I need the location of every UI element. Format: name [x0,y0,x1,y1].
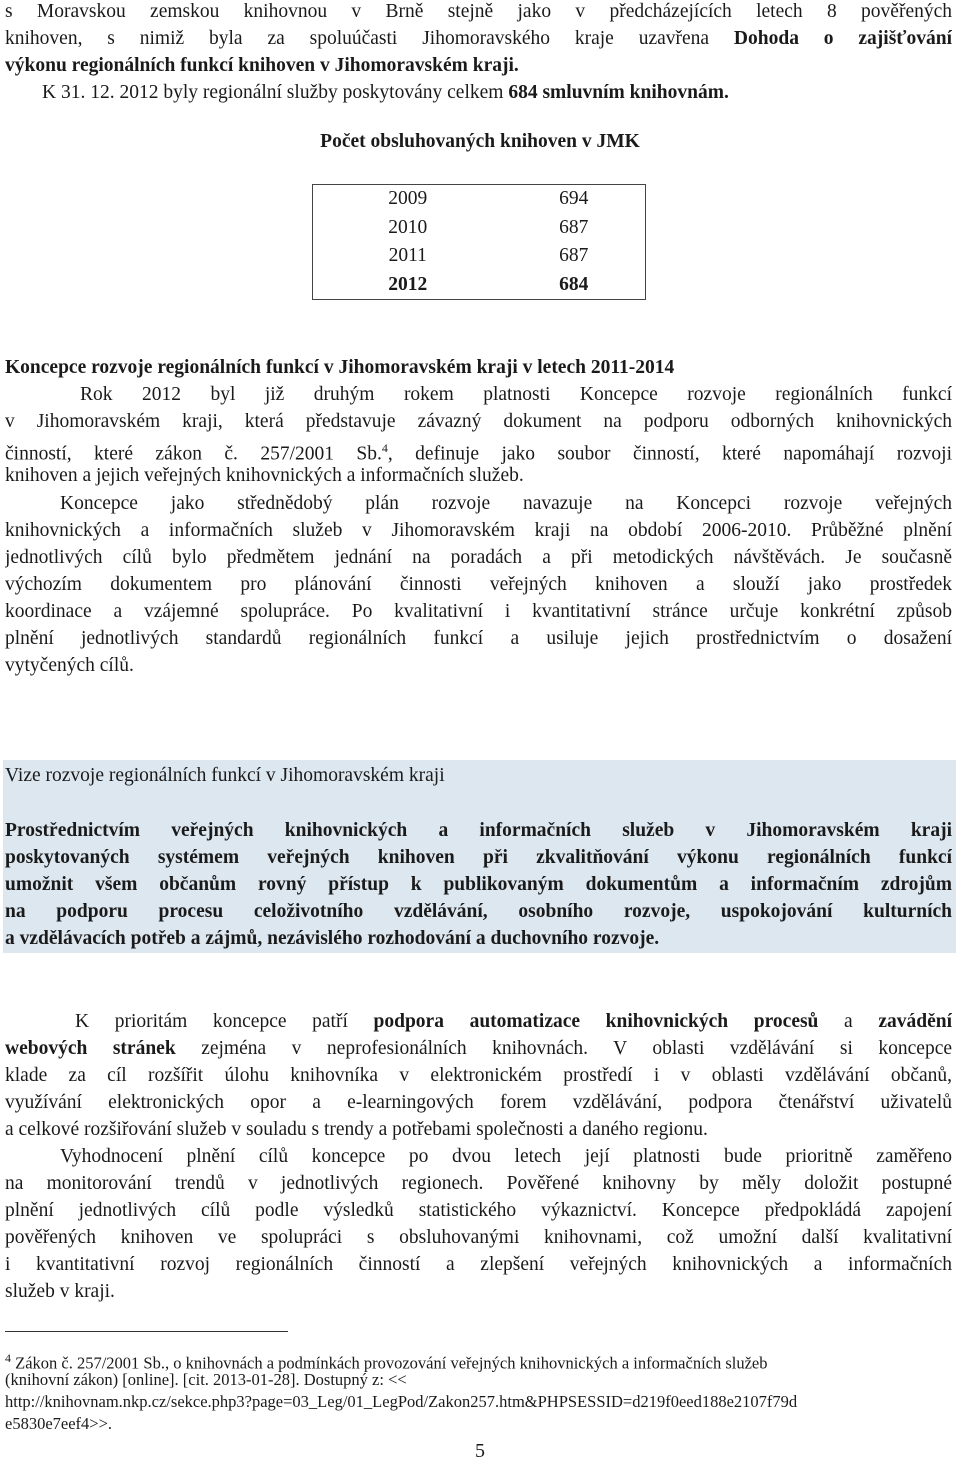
paragraph-text: , definuje jako soubor činností, které napomáhají rozvoji [387,443,952,465]
paragraph-line: knihovnických a informačních služeb v Jihomoravském kraji na období 2006-2010. Průběžné plnění [5,520,952,541]
paragraph-line [75,1008,952,1035]
paragraph-bold: podpora automatizace knihovnických procesů [373,1011,819,1032]
year-cell: 2009 [388,188,428,210]
vision-line: na podporu procesu celoživotního vzdělávání, osobního rozvoje, uspokojování kulturních [5,901,952,922]
footnote-link[interactable]: http://knihovnam.nkp.cz/sekce.php3?page=03_Leg/01_LegPod/Zakon257.htm&PHPSESSID=d219f0eed188e2107f79d [5,1392,798,1411]
table-row [313,242,646,270]
footnote-rule [5,1331,288,1332]
count-cell: 684 [559,273,589,295]
intro-line [5,25,952,52]
paragraph-line: plnění jednotlivých standardů regionálních funkcí a usiluje jejich prostřednictvím o dosažení [5,628,952,649]
year-cell: 2012 [388,273,428,295]
paragraph-line: a celkové rozšiřování služeb v souladu s trendy a potřebami společnosti a daného regionu. [5,1119,708,1140]
paragraph-line: na monitorování trendů v jednotlivých regionech. Pověřené knihovny by měly doložit postupné [5,1173,952,1194]
vision-line: umožnit všem občanům rovný přístup k publikovaným dokumentům a informačním zdrojům [5,874,952,895]
intro-line [42,79,960,106]
page-number: 5 [475,1440,485,1462]
vision-heading: Vize rozvoje regionálních funkcí v Jihomoravském kraji [5,765,445,786]
count-cell: 687 [559,245,589,267]
table-row [313,270,646,299]
footnote-number: 4 [5,1351,11,1365]
paragraph-line: klade za cíl rozšířit úlohu knihovníka v elektronickém prostředí i v oblasti vzdělávání občanů, [5,1065,952,1086]
paragraph-line: Koncepce jako střednědobý plán rozvoje navazuje na Koncepci rozvoje veřejných [60,493,952,514]
year-cell: 2011 [388,245,427,267]
paragraph-line: koordinace a vzájemné spolupráce. Po kvalitativní i kvantitativní stránce určuje konkrétní způsob [5,601,952,622]
paragraph-line: vytyčených cílů. [5,655,134,676]
table-row [313,185,646,214]
section-heading: Koncepce rozvoje regionálních funkcí v Jihomoravském kraji v letech 2011-2014 [5,357,675,378]
paragraph-line: i kvantitativní rozvoj regionálních činností a zlepšení veřejných knihovnických a informačních [5,1254,952,1275]
paragraph-text: činností, které zákon č. 257/2001 Sb. [5,443,382,465]
intro-bold: 684 smluvním knihovnám. [508,82,729,103]
year-cell: 2010 [388,216,428,238]
paragraph-text: K prioritám koncepce patří [75,1011,374,1032]
paragraph-text: a [818,1011,879,1032]
table-title: Počet obsluhovaných knihoven v JMK [320,131,640,152]
intro-line: výkonu regionálních funkcí knihoven v Jihomoravském kraji. [5,55,519,76]
paragraph-line: Vyhodnocení plnění cílů koncepce po dvou letech její platnosti bude prioritně zaměřeno [60,1146,952,1167]
paragraph-line: plnění jednotlivých cílů podle výsledků statistického výkaznictví. Koncepce předpokládá zapojení [5,1200,952,1221]
footnote-line: (knihovní zákon) [online]. [cit. 2013-01-28]. Dostupný z: << [5,1370,407,1389]
libraries-table [312,184,646,300]
footnote-text: Zákon č. 257/2001 Sb., o knihovnách a podmínkách provozování veřejných knihovnických a informačních služeb [15,1353,768,1373]
table-row [313,214,646,242]
vision-line: poskytovaných systémem veřejných knihoven při zkvalitňování výkonu regionálních funkcí [5,847,952,868]
paragraph-bold: webových stránek [5,1038,176,1059]
paragraph-line: jednotlivých cílů bylo předmětem jednání na poradách a při metodických návštěvách. Je současně [5,547,952,568]
paragraph-line: knihoven a jejich veřejných knihovnických a informačních služeb. [5,465,524,486]
intro-text: K 31. 12. 2012 byly regionální služby poskytovány celkem [42,82,509,103]
paragraph-bold: zavádění [878,1011,952,1032]
intro-line: s Moravskou zemskou knihovnou v Brně stejně jako v předcházejících letech 8 pověřených [5,1,952,22]
footnote-ref[interactable]: 4 [381,441,388,455]
paragraph-line: výchozím dokumentem pro plánování činnosti veřejných knihoven a slouží jako prostředek [5,574,952,595]
paragraph-line: Rok 2012 byl již druhým rokem platnosti Koncepce rozvoje regionálních funkcí [80,384,952,405]
intro-bold: Dohoda o zajišťování [733,28,952,49]
paragraph-line: v Jihomoravském kraji, která představuje závazný dokument na podporu odborných knihovnických [5,411,952,432]
paragraph-line [5,1035,952,1062]
paragraph-text: zejména v neprofesionálních knihovnách. V oblasti vzdělávání si koncepce [175,1038,952,1059]
vision-line: Prostřednictvím veřejných knihovnických a informačních služeb v Jihomoravském kraji [5,820,952,841]
footnote-link[interactable]: e5830e7eef4>>. [5,1414,113,1433]
paragraph-line: pověřených knihoven ve spolupráci s obsluhovanými knihovnami, což umožní další kvalitativní [5,1227,952,1248]
vision-line: a vzdělávacích potřeb a zájmů, nezávislého rozhodování a duchovního rozvoje. [5,928,660,949]
count-cell: 694 [559,188,589,210]
paragraph-line: služeb v kraji. [5,1281,115,1302]
count-cell: 687 [559,216,589,238]
paragraph-line: využívání elektronických opor a e-learningových forem vzdělávání, podpora čtenářství uživatelů [5,1092,952,1113]
intro-text: knihoven, s nimiž byla za spoluúčasti Jihomoravského kraje uzavřena [5,28,734,49]
